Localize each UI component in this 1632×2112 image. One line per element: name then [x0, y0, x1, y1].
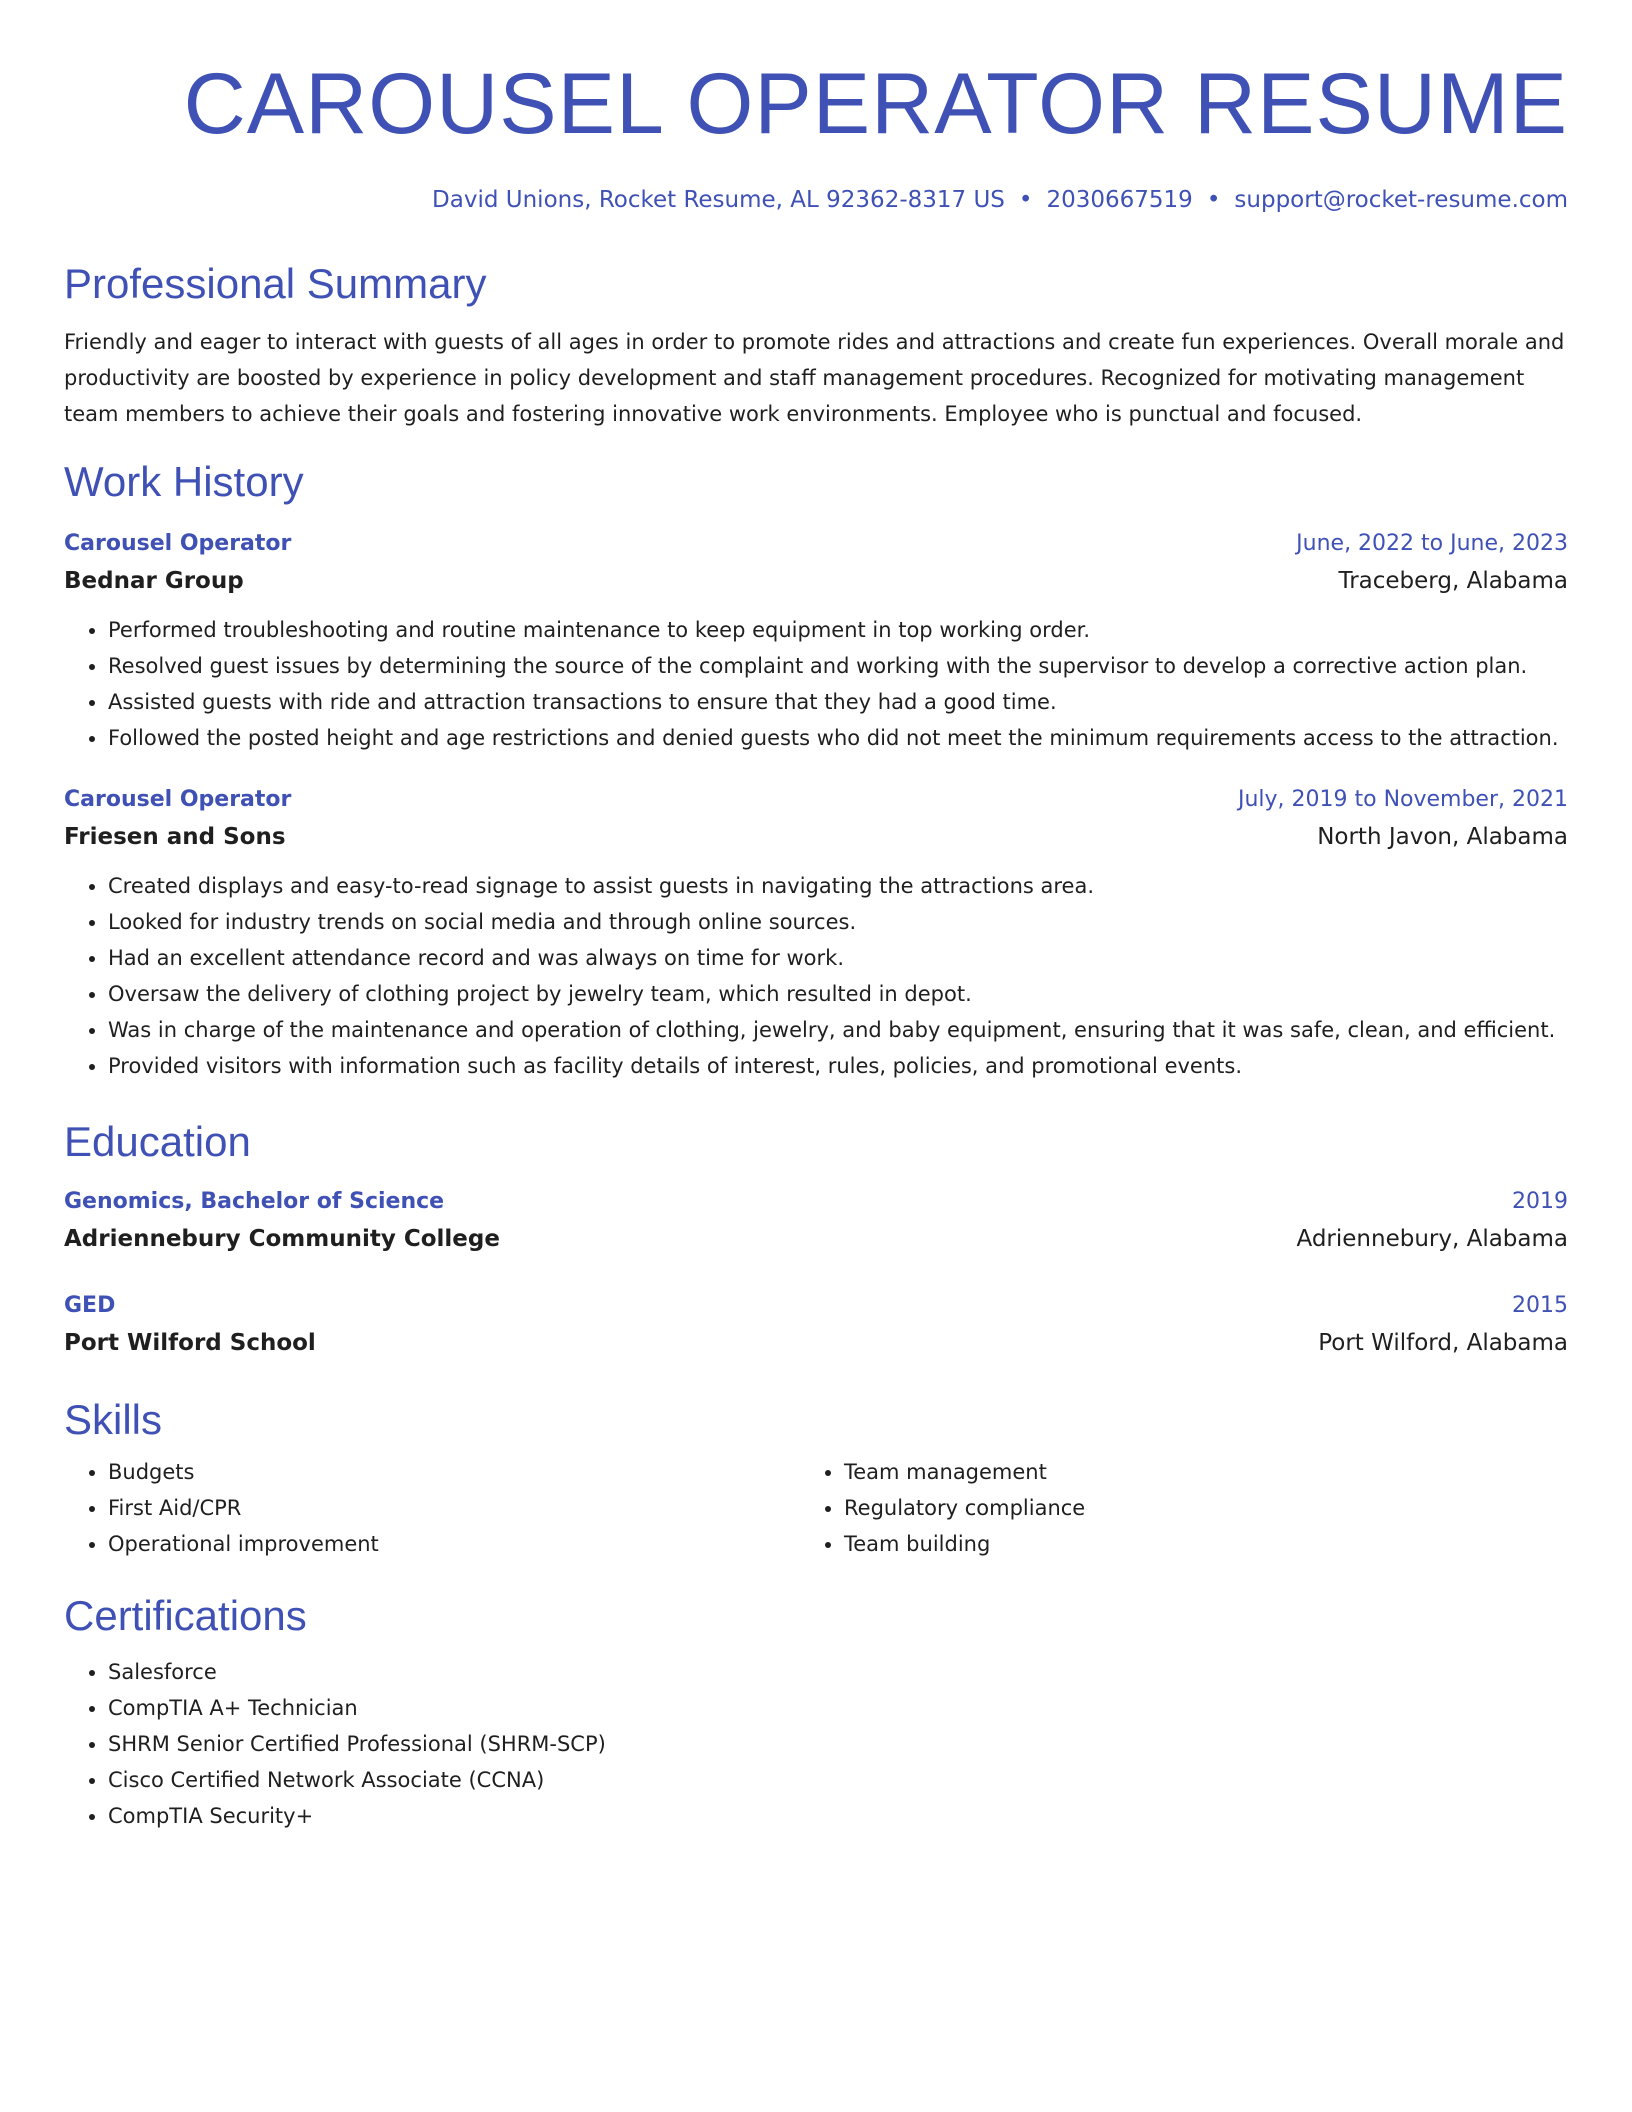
contact-address: David Unions, Rocket Resume, AL 92362-8317 US [432, 187, 1005, 213]
resume-title: CAROUSEL OPERATOR RESUME [183, 56, 1568, 152]
section-heading-skills: Skills [64, 1396, 163, 1443]
job-bullets [64, 868, 1568, 1084]
job-company: Bednar Group [64, 568, 244, 594]
contact-phone: 2030667519 [1046, 187, 1193, 213]
job-location: Traceberg, Alabama [1338, 568, 1568, 594]
certification-item: • CompTIA A+ Technician [108, 1690, 1568, 1726]
job-entry [64, 526, 1568, 756]
job-bullet: • Resolved guest issues by determining the source of the complaint and working with the supervisor to develop a corrective action plan. [108, 648, 1568, 684]
education-degree: Genomics, Bachelor of Science [64, 1189, 445, 1214]
certification-item: • Salesforce [108, 1654, 1568, 1690]
skill-item: • Budgets [108, 1454, 800, 1490]
section-heading-summary: Professional Summary [64, 260, 487, 307]
skill-item: • Team building [844, 1526, 1536, 1562]
certifications-list [64, 1654, 1568, 1834]
job-bullet: • Provided visitors with information such as facility details of interest, rules, policies, and promotional events. [108, 1048, 1568, 1084]
education-school: Port Wilford School [64, 1330, 316, 1356]
contact-email: support@rocket-resume.com [1234, 187, 1568, 213]
skill-item: • Team management [844, 1454, 1536, 1490]
certification-item: • SHRM Senior Certified Professional (SHRM-SCP) [108, 1726, 1568, 1762]
skills-list-right [800, 1454, 1536, 1562]
job-entry [64, 782, 1568, 1084]
education-year: 2015 [1512, 1293, 1568, 1318]
education-header [64, 1288, 1568, 1324]
education-entry [64, 1288, 1568, 1362]
section-heading-certifications: Certifications [64, 1592, 307, 1639]
certification-item: • Cisco Certified Network Associate (CCNA) [108, 1762, 1568, 1798]
skills-list-left [64, 1454, 800, 1562]
job-header [64, 782, 1568, 818]
contact-line [64, 184, 1568, 216]
job-bullets [64, 612, 1568, 756]
job-role: Carousel Operator [64, 531, 292, 556]
job-bullet: • Performed troubleshooting and routine maintenance to keep equipment in top working order. [108, 612, 1568, 648]
job-bullet: • Was in charge of the maintenance and operation of clothing, jewelry, and baby equipment, ensuring that it was safe, clean, and efficient. [108, 1012, 1568, 1048]
education-year: 2019 [1512, 1189, 1568, 1214]
skills-grid [64, 1454, 1568, 1562]
education-header [64, 1184, 1568, 1220]
education-degree: GED [64, 1293, 116, 1318]
section-heading-education: Education [64, 1118, 251, 1165]
job-bullet: • Assisted guests with ride and attraction transactions to ensure that they had a good time. [108, 684, 1568, 720]
job-location: North Javon, Alabama [1317, 824, 1568, 850]
job-bullet: • Had an excellent attendance record and was always on time for work. [108, 940, 1568, 976]
job-bullet: • Looked for industry trends on social media and through online sources. [108, 904, 1568, 940]
contact-separator: • [1018, 187, 1033, 213]
education-entry [64, 1184, 1568, 1258]
skill-item: • Regulatory compliance [844, 1490, 1536, 1526]
job-subheader [64, 562, 1568, 600]
job-bullet: • Followed the posted height and age restrictions and denied guests who did not meet the minimum requirements access to the attraction. [108, 720, 1568, 756]
education-location: Port Wilford, Alabama [1318, 1330, 1568, 1356]
education-school: Adriennebury Community College [64, 1226, 500, 1252]
job-subheader [64, 818, 1568, 856]
job-dates: July, 2019 to November, 2021 [1237, 787, 1568, 812]
job-role: Carousel Operator [64, 787, 292, 812]
job-company: Friesen and Sons [64, 824, 286, 850]
education-subheader [64, 1220, 1568, 1258]
summary-paragraph: Friendly and eager to interact with guests of all ages in order to promote rides and attractions and create fun experiences. Overall morale and productivity are boosted by experience in policy development and staff management procedures. Recognized for motivating management team members to achieve their goals and fostering innovative work environments. Employee who is punctual and focused. [64, 330, 1565, 426]
job-bullet: • Created displays and easy-to-read signage to assist guests in navigating the attractions area. [108, 868, 1568, 904]
section-heading-work: Work History [64, 458, 304, 505]
contact-separator: • [1206, 187, 1221, 213]
skill-item: • First Aid/CPR [108, 1490, 800, 1526]
education-subheader [64, 1324, 1568, 1362]
skill-item: • Operational improvement [108, 1526, 800, 1562]
education-location: Adriennebury, Alabama [1296, 1226, 1568, 1252]
job-bullet: • Oversaw the delivery of clothing project by jewelry team, which resulted in depot. [108, 976, 1568, 1012]
job-dates: June, 2022 to June, 2023 [1296, 531, 1568, 556]
job-header [64, 526, 1568, 562]
certification-item: • CompTIA Security+ [108, 1798, 1568, 1834]
